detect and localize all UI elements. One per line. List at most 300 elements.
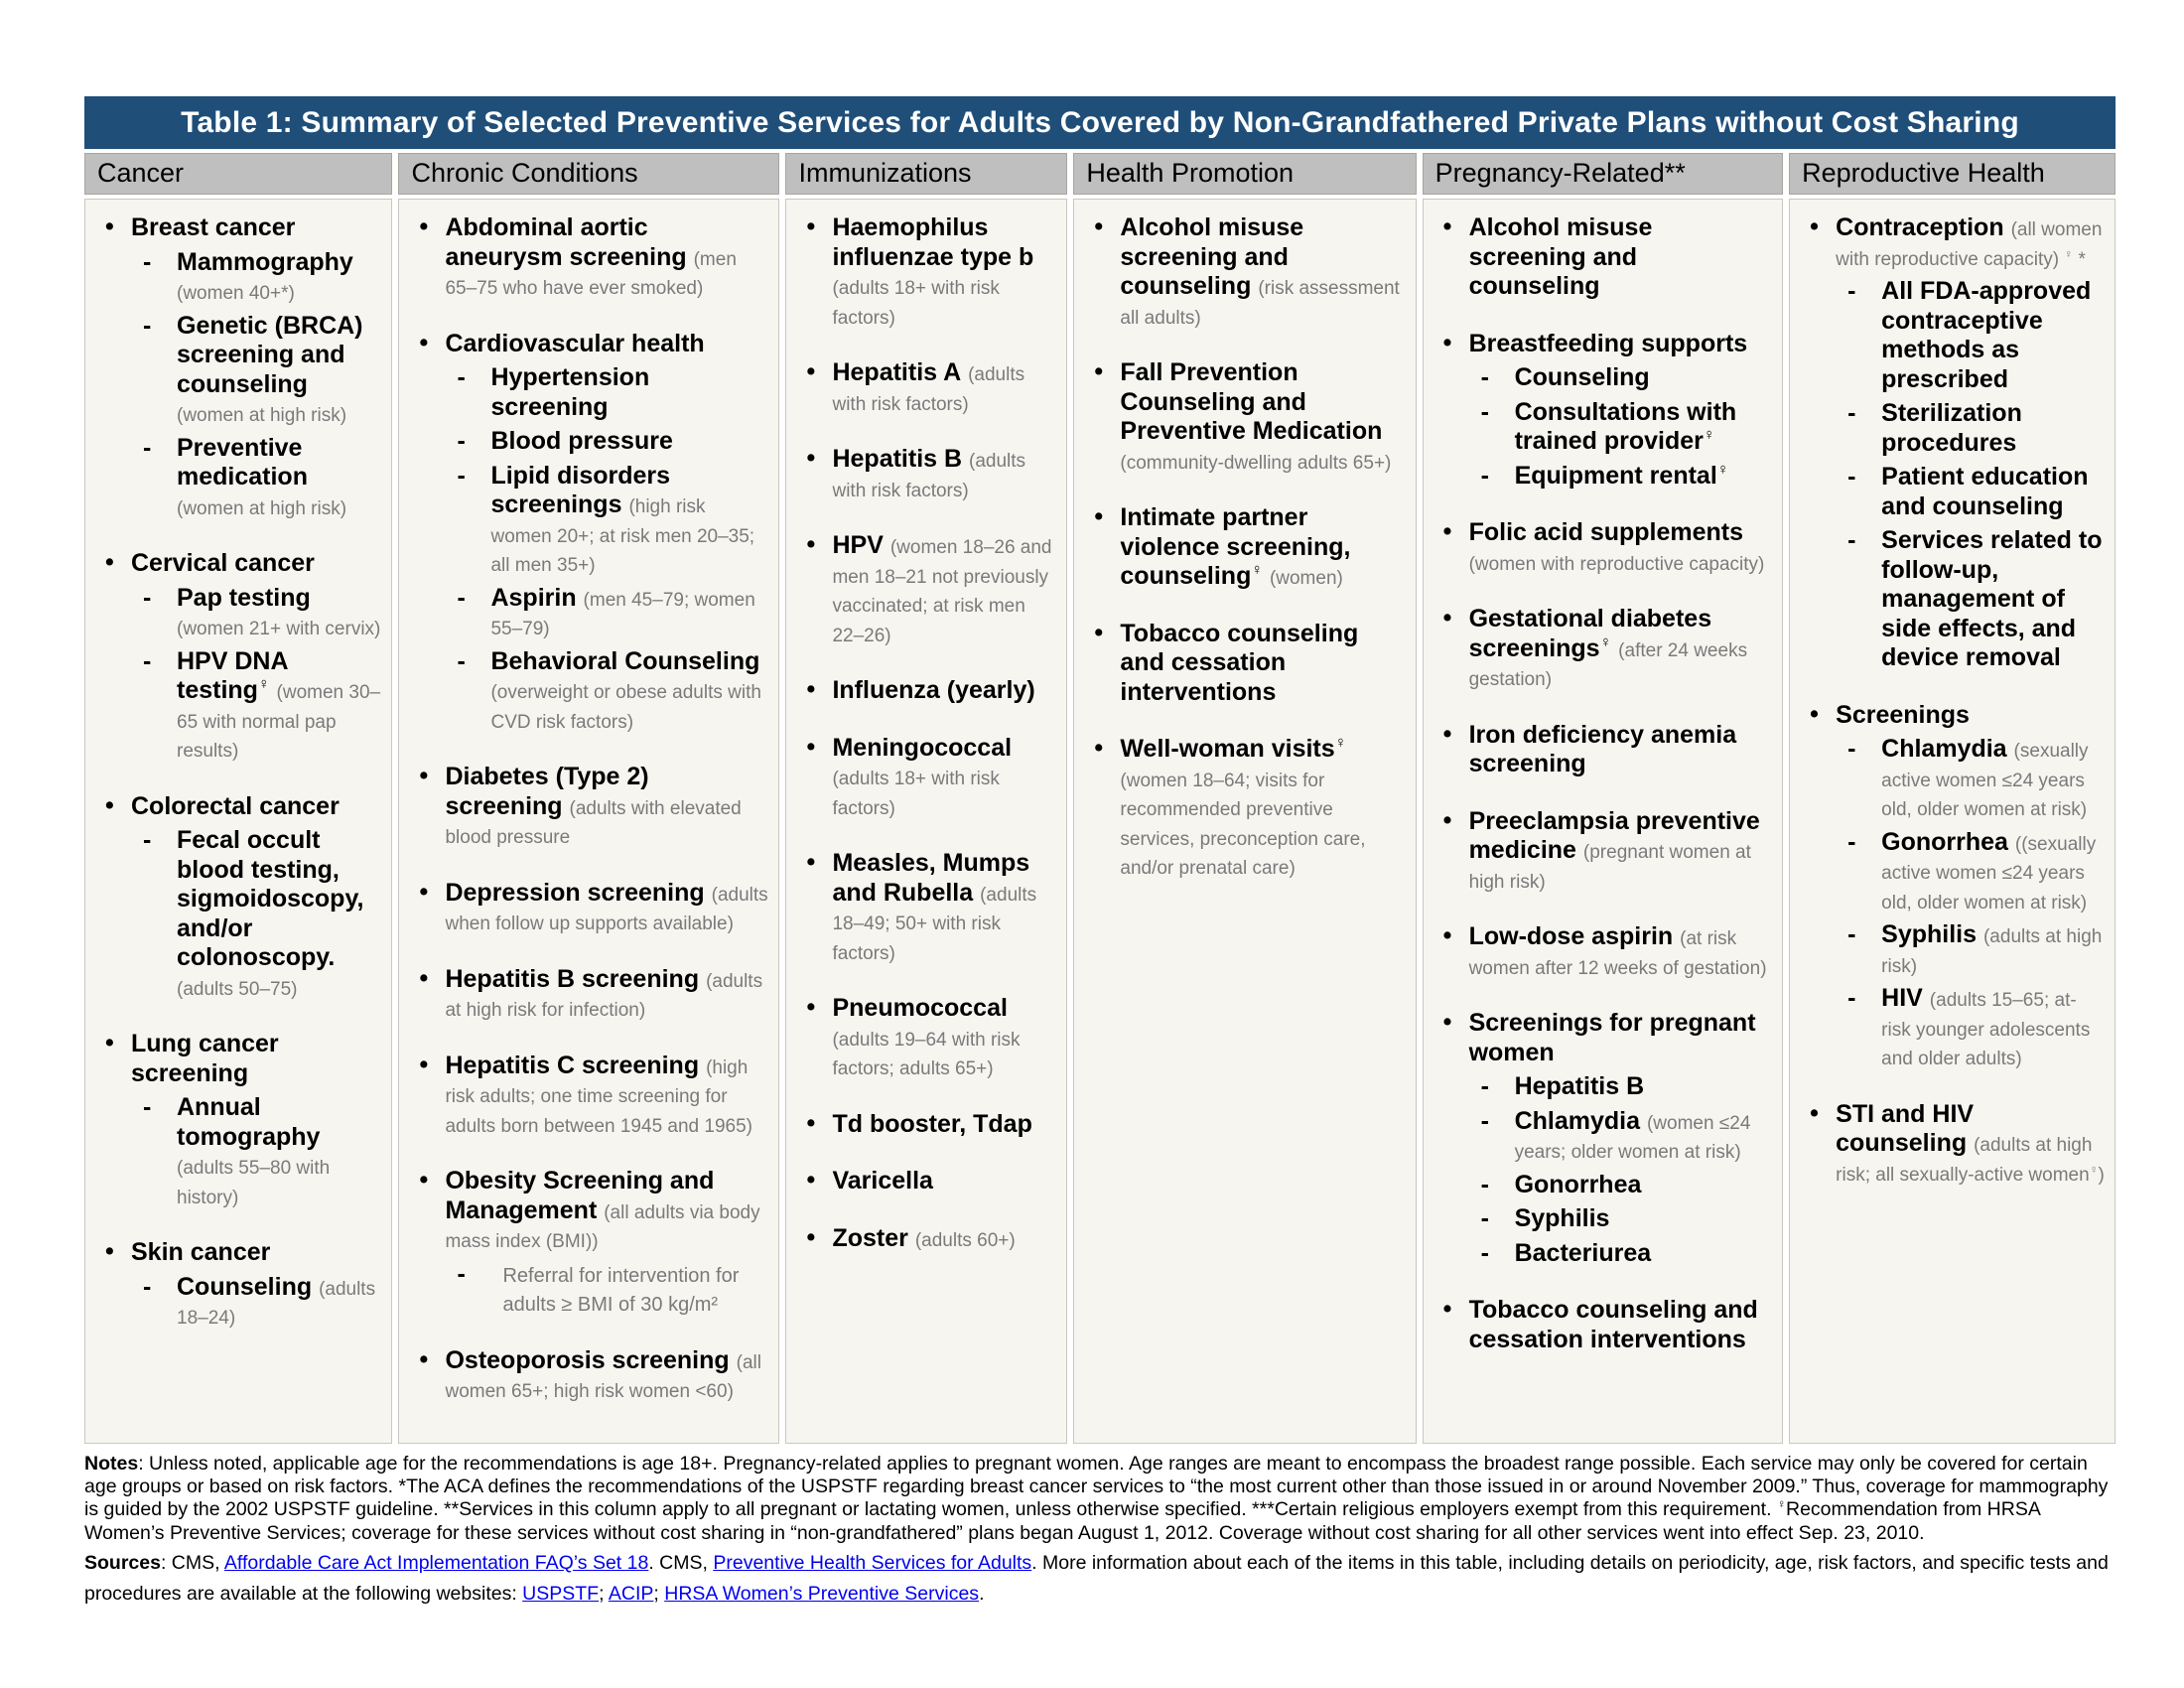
service-sub-detail: (women 21+ with cervix)	[177, 619, 381, 639]
service-sub-name: Gonorrhea	[1514, 1170, 1642, 1198]
service-item-text	[832, 1224, 1056, 1254]
bullet-icon: •	[419, 1344, 429, 1373]
service-name: Lung cancer screening	[131, 1030, 279, 1087]
service-detail: (community-dwelling adults 65+)	[1120, 452, 1392, 474]
service-detail: (adults 18+ with risk factors)	[832, 278, 1000, 329]
service-name: Influenza (yearly)	[832, 676, 1035, 704]
service-name: Screenings for pregnant women	[1468, 1009, 1756, 1066]
service-sub-item	[1836, 463, 2105, 521]
bullet-icon: •	[1442, 212, 1452, 240]
service-item-text	[832, 734, 1056, 822]
service-sub-text	[1515, 1107, 1773, 1166]
dash-icon: -	[1847, 463, 1856, 491]
column-body-health-promotion	[1073, 199, 1416, 1444]
service-sub-text	[1881, 277, 2105, 394]
service-detail: (risk assessment all adults)	[1120, 278, 1400, 329]
column-body-cancer	[84, 199, 392, 1444]
service-name: Screenings	[1836, 700, 1970, 729]
bullet-icon: •	[419, 963, 429, 992]
service-name: Abdominal aortic aneurysm screening	[445, 213, 687, 271]
column-header-immunizations: Immunizations	[785, 153, 1067, 195]
service-sub-item	[1469, 1107, 1773, 1166]
service-sub-text	[177, 1273, 381, 1332]
service-sub-item	[1836, 735, 2105, 823]
column-cancer	[84, 153, 392, 1444]
bullet-icon: •	[105, 1029, 114, 1056]
service-item	[1433, 721, 1773, 779]
bullet-icon: •	[806, 1108, 816, 1137]
service-item	[1433, 922, 1773, 981]
dash-icon: -	[1847, 399, 1856, 427]
service-item-text	[1469, 1009, 1773, 1268]
service-sub-text	[490, 363, 768, 422]
service-sub-name: Chlamydia	[1881, 735, 2007, 763]
link-preventive-health-services-for-adults[interactable]: Preventive Health Services for Adults	[713, 1552, 1032, 1575]
dash-icon: -	[1847, 984, 1856, 1012]
dash-icon: -	[1847, 827, 1856, 856]
service-name: Osteoporosis screening	[445, 1345, 730, 1374]
bullet-icon: •	[1442, 328, 1452, 356]
service-name: Pneumococcal	[832, 994, 1008, 1022]
service-item	[1084, 358, 1405, 476]
bullet-icon: •	[419, 328, 429, 356]
dash-icon: -	[1480, 363, 1489, 391]
service-sub-name: Fecal occult blood testing, sigmoidoscopy, and/or colonoscopy.	[177, 826, 364, 971]
service-sub-item	[445, 427, 768, 457]
service-name: Tobacco counseling and cessation interventions	[1120, 619, 1359, 706]
service-sub-item	[445, 363, 768, 422]
service-item-text	[131, 549, 381, 765]
service-sub-name: Gonorrhea	[1881, 827, 2008, 856]
service-name: Breast cancer	[131, 213, 296, 241]
service-item	[409, 965, 768, 1024]
service-sub-name: Patient education and counseling	[1881, 463, 2089, 520]
service-sub-name: Hepatitis B	[1514, 1072, 1645, 1100]
service-sub-text	[490, 462, 768, 579]
service-item	[409, 763, 768, 851]
service-item-text	[832, 445, 1056, 503]
bullet-icon: •	[806, 1166, 816, 1194]
service-sub-name: Annual tomography	[177, 1093, 321, 1151]
bullet-icon: •	[419, 877, 429, 906]
service-item-text	[445, 1052, 768, 1140]
bullet-icon: •	[1094, 734, 1104, 762]
notes-label: Notes	[84, 1452, 139, 1475]
service-detail: (adults 18+ with risk factors)	[832, 769, 1000, 819]
service-sub-item	[1469, 462, 1773, 492]
service-detail: (adults 19–64 with risk factors; adults 65+)	[832, 1029, 1021, 1079]
column-chronic-conditions	[398, 153, 779, 1444]
service-name: Alcohol misuse screening and counseling	[1468, 213, 1653, 300]
service-item-text	[832, 358, 1056, 417]
service-item-text	[445, 213, 768, 302]
service-sub-name: Counseling	[177, 1272, 313, 1301]
service-sub-detail: (women 30–65 with normal pap results)	[177, 682, 381, 762]
dash-icon: -	[143, 1093, 152, 1121]
service-sub-text	[1515, 1204, 1773, 1234]
service-sub-text	[177, 1093, 381, 1210]
dash-icon: -	[457, 583, 466, 612]
service-sub-detail: (women 40+*)	[177, 283, 295, 304]
service-item-text	[1469, 605, 1773, 693]
text-segment: : CMS,	[160, 1552, 224, 1575]
dash-icon: -	[1480, 397, 1489, 426]
service-item-text	[832, 213, 1056, 331]
service-item-text	[1120, 358, 1405, 476]
service-sub-item	[445, 584, 768, 642]
service-name: Intimate partner violence screening, counseling♀	[1120, 503, 1351, 590]
dash-icon: -	[457, 1259, 466, 1288]
service-name: Hepatitis B screening	[445, 964, 700, 993]
service-name: Obesity Screening and Management	[445, 1167, 715, 1224]
service-item	[796, 358, 1056, 417]
service-sub-name: Referral for intervention for adults ≥ BMI of 30 kg/m²	[502, 1264, 740, 1316]
bullet-icon: •	[1442, 517, 1452, 545]
bullet-icon: •	[1810, 1098, 1819, 1127]
dash-icon: -	[1847, 526, 1856, 554]
service-sub-item	[131, 312, 381, 429]
service-detail: (adults at high risk for infection)	[445, 970, 763, 1021]
service-item-text	[1469, 213, 1773, 302]
service-sub-text	[1881, 735, 2105, 823]
service-item	[95, 1238, 381, 1332]
service-detail: (adults with risk factors)	[832, 451, 1026, 501]
dash-icon: -	[457, 646, 466, 675]
service-detail: (after 24 weeks gestation)	[1468, 639, 1748, 690]
service-sub-name: HIV	[1881, 984, 1923, 1012]
service-sub-name: Preventive medication	[177, 433, 308, 491]
service-name: Iron deficiency anemia screening	[1468, 720, 1737, 777]
dash-icon: -	[1847, 920, 1856, 948]
service-item-text	[1120, 620, 1405, 708]
service-detail: (adults when follow up supports available)	[445, 884, 768, 934]
service-item-text	[131, 1238, 381, 1332]
service-sub-item	[1836, 399, 2105, 458]
service-item-text	[445, 1167, 768, 1319]
service-sub-text	[177, 826, 381, 1002]
table-title: Table 1: Summary of Selected Preventive Services for Adults Covered by Non-Grandfathered Private Plans without Cost Sharing	[181, 106, 2019, 139]
service-detail: (men 65–75 who have ever smoked)	[445, 248, 737, 299]
service-name: STI and HIV counseling	[1836, 1099, 1975, 1157]
service-item	[1084, 735, 1405, 882]
service-item	[796, 1110, 1056, 1140]
dash-icon: -	[143, 311, 152, 340]
service-sub-item	[1469, 1171, 1773, 1200]
service-item	[796, 849, 1056, 966]
service-item	[1433, 1009, 1773, 1268]
column-header-chronic-conditions: Chronic Conditions	[398, 153, 779, 195]
service-sub-detail: (men 45–79; women 55–79)	[490, 589, 755, 639]
bullet-icon: •	[1442, 1008, 1452, 1036]
service-item	[409, 213, 768, 302]
service-item	[95, 213, 381, 521]
service-sub-detail: (women at high risk)	[177, 405, 347, 426]
service-detail: (all adults via body mass index (BMI))	[445, 1201, 760, 1252]
service-detail: (all women with reproductive capacity) ♀ *	[1836, 219, 2103, 270]
text-segment: . More information about each of the items in this table, including details on periodicity, age, risk factors, and specific tests and procedures are available at the following websites:	[84, 1552, 2109, 1606]
service-item-text	[1836, 213, 2105, 673]
bullet-icon: •	[105, 212, 114, 240]
dash-icon: -	[1847, 735, 1856, 763]
service-sub-detail: (overweight or obese adults with CVD risk factors)	[490, 682, 761, 733]
service-item	[1084, 503, 1405, 592]
bullet-icon: •	[1094, 212, 1104, 240]
service-name: Hepatitis C screening	[445, 1051, 700, 1079]
service-sub-name: Counseling	[1514, 363, 1650, 391]
service-sub-name: Pap testing	[177, 583, 311, 612]
sources-label: Sources	[84, 1552, 161, 1575]
service-name: Measles, Mumps and Rubella	[832, 849, 1030, 907]
text-segment: .	[979, 1583, 985, 1606]
service-sub-name: Bacteriurea	[1514, 1238, 1652, 1267]
text-segment: . CMS,	[648, 1552, 714, 1575]
service-name: Cardiovascular health	[445, 329, 705, 357]
service-sub-item	[445, 462, 768, 579]
link-acip[interactable]: ACIP	[608, 1583, 654, 1606]
bullet-icon: •	[105, 548, 114, 576]
bullet-icon: •	[1094, 502, 1104, 530]
column-body-reproductive-health	[1789, 199, 2116, 1444]
service-sub-detail: ((sexually active women ≤24 years old, older women at risk)	[1881, 833, 2097, 914]
service-item-text	[1469, 807, 1773, 896]
service-sub-detail: (high risk women 20+; at risk men 20–35; all men 35+)	[490, 496, 755, 576]
service-sub-text	[1515, 363, 1773, 393]
service-detail: (adults with risk factors)	[832, 364, 1025, 415]
dash-icon: -	[143, 1272, 152, 1301]
text-segment: : Unless noted, applicable age for the recommendations is age 18+. Pregnancy-related applies to pregnant women. Age ranges are meant to encompass the broadest range possible. Each service may only be covered for certain age groups or based on risk factors. *The ACA defines the recommendations of the USPSTF regarding breast cancer services to “the most current other than those issued in or around November 2009.” Thus, coverage for mammography is guided by the 2002 USPSTF guideline. **Services in this column apply to all pregnant or lactating women, unless otherwise specified. ***Certain religious employers exempt from this requirement. ♀Recommendation from HRSA Women’s Preventive Services; coverage for these services without cost sharing in “non-grandfathered” plans began August 1, 2012. Coverage without cost sharing for all other services went into effect Sep. 23, 2010.	[84, 1452, 2109, 1544]
service-sub-item	[1469, 1072, 1773, 1102]
service-item-text	[131, 213, 381, 521]
bullet-icon: •	[806, 357, 816, 385]
service-sub-detail: (adults 15–65; at-risk younger adolescents and older adults)	[1881, 990, 2091, 1069]
service-item	[796, 1167, 1056, 1196]
column-header-reproductive-health: Reproductive Health	[1789, 153, 2116, 195]
service-item	[796, 676, 1056, 706]
service-sub-text	[490, 647, 768, 736]
dash-icon: -	[143, 247, 152, 276]
service-item-text	[1836, 701, 2105, 1072]
service-item	[95, 1030, 381, 1210]
service-item-text	[1120, 213, 1405, 331]
service-sub-item	[1836, 526, 2105, 673]
service-name: Well-woman visits♀	[1120, 734, 1347, 763]
service-detail: (women 18–64; visits for recommended preventive services, preconception care, and/or prenatal care)	[1120, 770, 1366, 879]
dash-icon: -	[1480, 461, 1489, 490]
service-sub-item	[1469, 1204, 1773, 1234]
service-sub-text	[177, 584, 381, 642]
service-sub-text	[502, 1260, 768, 1319]
service-detail: (adults 18–49; 50+ with risk factors)	[832, 884, 1037, 964]
bullet-icon: •	[1442, 719, 1452, 748]
service-item	[796, 213, 1056, 331]
service-item	[1084, 213, 1405, 331]
dash-icon: -	[457, 427, 466, 455]
dash-icon: -	[1480, 1238, 1489, 1267]
service-item-text	[1469, 518, 1773, 577]
service-item	[796, 994, 1056, 1082]
page	[84, 96, 2116, 1610]
service-sub-item	[131, 826, 381, 1002]
service-item-text	[832, 1167, 1056, 1196]
service-item	[95, 792, 381, 1003]
text-segment: ;	[599, 1583, 609, 1606]
service-item-text	[445, 1346, 768, 1405]
bullet-icon: •	[1442, 1295, 1452, 1323]
service-sub-item	[1836, 984, 2105, 1072]
text-segment: ;	[653, 1583, 665, 1606]
service-item-text	[445, 330, 768, 736]
service-sub-name: Behavioral Counseling	[490, 646, 760, 675]
service-name: Folic acid supplements	[1468, 518, 1744, 546]
bullet-icon: •	[419, 212, 429, 240]
bullet-icon: •	[419, 1166, 429, 1194]
service-sub-name: Hypertension screening	[490, 363, 650, 421]
service-name: Preeclampsia preventive medicine	[1468, 806, 1760, 864]
service-item	[1433, 1296, 1773, 1354]
bullet-icon: •	[1442, 805, 1452, 834]
bullet-icon: •	[1442, 604, 1452, 632]
column-reproductive-health	[1789, 153, 2116, 1444]
service-sub-detail: (adults 18–24)	[177, 1278, 376, 1329]
column-body-immunizations	[785, 199, 1067, 1444]
service-name: Contraception	[1836, 213, 2004, 241]
service-sub-text	[1881, 399, 2105, 458]
service-item	[409, 1052, 768, 1140]
service-sub-text	[1515, 1072, 1773, 1102]
service-name: Tobacco counseling and cessation interventions	[1468, 1296, 1758, 1353]
bullet-icon: •	[105, 1237, 114, 1265]
service-name: HPV	[832, 531, 884, 559]
dash-icon: -	[1480, 1170, 1489, 1198]
service-name: Breastfeeding supports	[1468, 329, 1748, 357]
service-sub-text	[1515, 398, 1773, 457]
bullet-icon: •	[419, 762, 429, 789]
service-item	[409, 330, 768, 736]
service-name: Zoster	[832, 1223, 908, 1252]
notes-paragraph	[84, 1453, 2116, 1546]
service-sub-name: Genetic (BRCA) screening and counseling	[177, 311, 363, 398]
service-item-text	[131, 792, 381, 1003]
table-columns	[84, 153, 2116, 1444]
dash-icon: -	[1480, 1106, 1489, 1135]
service-sub-name: Chlamydia	[1514, 1106, 1641, 1135]
service-sub-item	[131, 647, 381, 765]
service-name: Haemophilus influenzae type b	[832, 213, 1034, 271]
service-sub-text	[1515, 1239, 1773, 1269]
service-sub-name: Blood pressure	[490, 427, 673, 455]
bullet-icon: •	[806, 732, 816, 761]
service-sub-text	[177, 647, 381, 765]
service-item-text	[832, 1110, 1056, 1140]
service-sub-item	[1836, 277, 2105, 394]
service-sub-text	[490, 427, 768, 457]
service-item	[1433, 330, 1773, 492]
service-item	[1084, 620, 1405, 708]
service-name: Fall Prevention Counseling and Preventive Medication	[1120, 358, 1383, 445]
service-sub-item	[1469, 1239, 1773, 1269]
dash-icon: -	[1480, 1204, 1489, 1232]
dash-icon: -	[457, 461, 466, 490]
service-item	[1800, 1100, 2105, 1189]
service-detail: (women)	[1269, 568, 1343, 589]
service-sub-text	[1881, 828, 2105, 916]
service-sub-item	[131, 584, 381, 642]
service-name: Depression screening	[445, 878, 705, 907]
bullet-icon: •	[105, 790, 114, 819]
bullet-icon: •	[806, 848, 816, 876]
service-item-text	[1120, 735, 1405, 882]
service-detail: (adults at high risk; all sexually-active women♀)	[1836, 1135, 2105, 1186]
dash-icon: -	[143, 826, 152, 854]
service-item	[1433, 807, 1773, 896]
service-item	[1433, 605, 1773, 693]
service-sub-name: Equipment rental♀	[1514, 461, 1729, 490]
service-name: Colorectal cancer	[131, 791, 340, 820]
service-sub-name: Consultations with trained provider♀	[1514, 397, 1737, 455]
service-sub-item	[131, 1093, 381, 1210]
column-header-cancer: Cancer	[84, 153, 392, 195]
table-title-bar	[84, 96, 2116, 149]
service-item-text	[832, 994, 1056, 1082]
service-sub-name: Syphilis	[1881, 920, 1978, 948]
dash-icon: -	[457, 363, 466, 391]
service-detail: (high risk adults; one time screening for adults born between 1945 and 1965)	[445, 1056, 752, 1137]
service-item	[796, 734, 1056, 822]
service-sub-item	[445, 647, 768, 736]
service-item-text	[445, 879, 768, 937]
column-pregnancy-related	[1423, 153, 1784, 1444]
service-sub-item	[1836, 828, 2105, 916]
bullet-icon: •	[806, 993, 816, 1021]
service-name: Skin cancer	[131, 1238, 271, 1266]
service-sub-text	[1515, 462, 1773, 492]
link-hrsa-women-s-preventive-services[interactable]: HRSA Women’s Preventive Services	[664, 1583, 980, 1606]
service-item	[409, 1167, 768, 1319]
link-affordable-care-act-implementation-faq-s-set-18[interactable]: Affordable Care Act Implementation FAQ’s Set 18	[223, 1552, 649, 1575]
service-sub-detail: (women ≤24 years; older women at risk)	[1514, 1112, 1751, 1163]
service-item	[796, 531, 1056, 648]
link-uspstf[interactable]: USPSTF	[522, 1583, 600, 1606]
service-item-text	[131, 1030, 381, 1210]
service-sub-item	[445, 1260, 768, 1319]
dash-icon: -	[1480, 1072, 1489, 1100]
service-item-text	[1120, 503, 1405, 592]
service-item	[1433, 518, 1773, 577]
service-name: Hepatitis B	[832, 445, 963, 473]
service-item	[796, 1224, 1056, 1254]
service-detail: (adults 60+)	[914, 1229, 1016, 1251]
service-sub-name: Aspirin	[490, 583, 577, 612]
column-health-promotion	[1073, 153, 1416, 1444]
service-sub-item	[131, 248, 381, 307]
service-item-text	[1469, 721, 1773, 779]
service-item	[1433, 213, 1773, 302]
service-item	[1800, 701, 2105, 1072]
service-item	[1800, 213, 2105, 673]
sources-paragraph	[84, 1548, 2116, 1610]
column-header-pregnancy-related: Pregnancy-Related**	[1423, 153, 1784, 195]
service-sub-name: Mammography	[177, 247, 353, 276]
service-sub-text	[1881, 526, 2105, 673]
column-body-pregnancy-related	[1423, 199, 1784, 1444]
service-sub-text	[177, 434, 381, 522]
service-item	[409, 1346, 768, 1405]
service-name: Cervical cancer	[131, 549, 315, 577]
bullet-icon: •	[1094, 357, 1104, 385]
service-item-text	[1469, 922, 1773, 981]
bullet-icon: •	[1810, 212, 1819, 240]
bullet-icon: •	[1810, 699, 1819, 728]
